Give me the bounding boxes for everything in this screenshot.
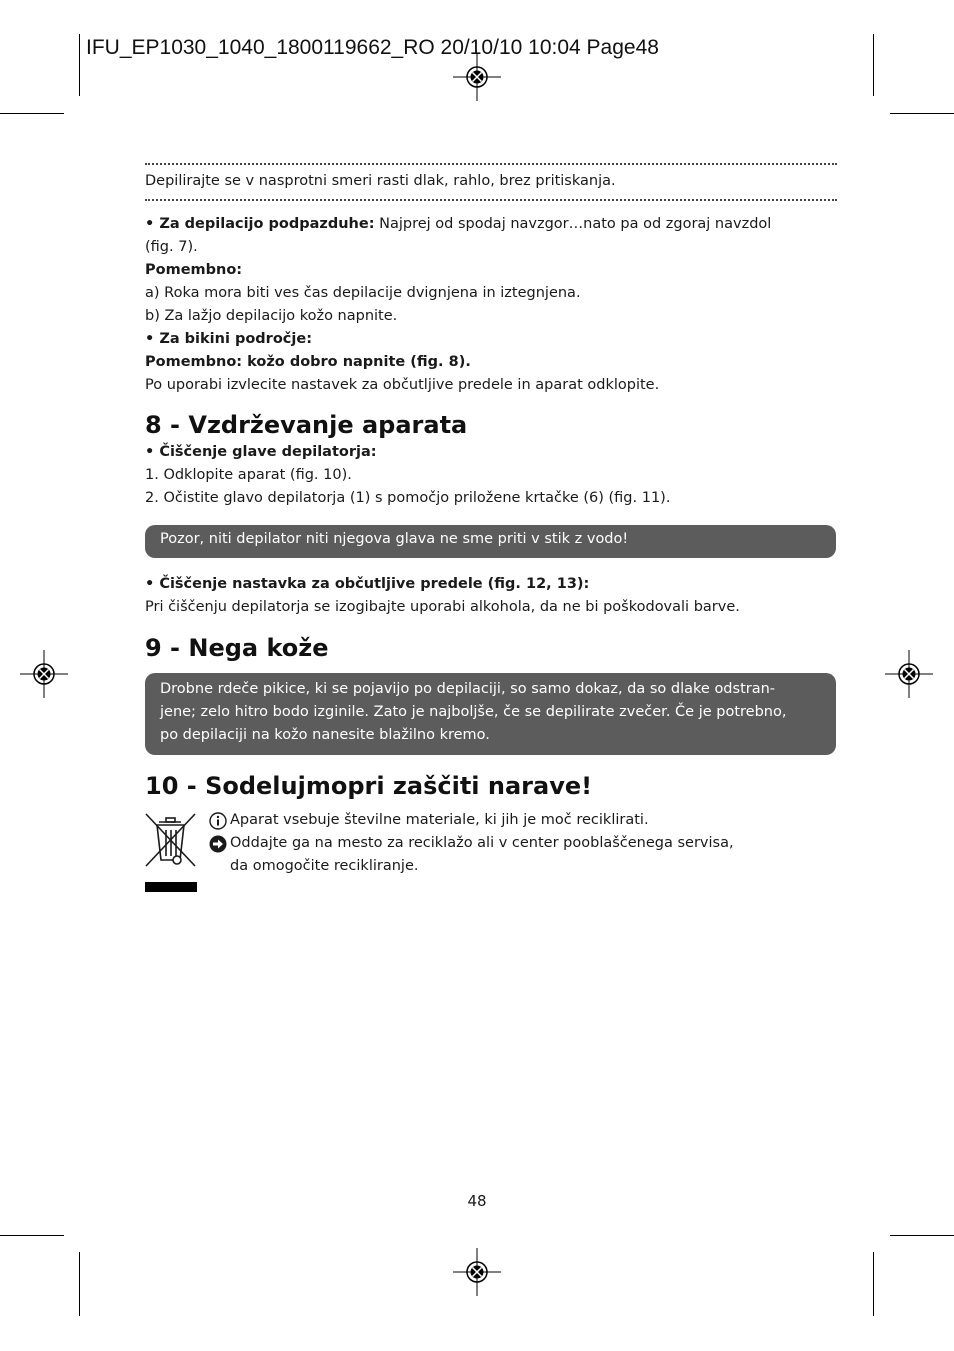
- section-10-title: 10 - Sodelujmopri zaščiti narave!: [145, 772, 593, 800]
- warning-text: Pozor, niti depilator niti njegova glava ne sme priti v stik z vodo!: [160, 531, 629, 547]
- recycle-instruction: [230, 832, 734, 878]
- bikini-after: Po uporabi izvlecite nastavek za občutljive predele in aparat odklopite.: [145, 377, 660, 393]
- skin-care-line-3: po depilaciji na kožo nanesite blažilno kremo.: [160, 727, 490, 743]
- armpit-point-b: b) Za lažjo depilacijo kožo napnite.: [145, 308, 398, 324]
- crop-mark: [0, 113, 64, 114]
- armpit-text-cont: (fig. 7).: [145, 239, 198, 255]
- crop-mark: [79, 1252, 80, 1316]
- important-label: Pomembno:: [145, 262, 243, 278]
- dotted-divider: [145, 163, 837, 165]
- crop-mark: [873, 34, 874, 96]
- weee-crossed-bin-icon: [144, 812, 198, 894]
- page-number: 48: [467, 1192, 487, 1210]
- intro-note: Depilirajte se v nasprotni smeri rasti dlak, rahlo, brez pritiskanja.: [145, 173, 616, 189]
- registration-mark-icon: [453, 1248, 501, 1296]
- registration-mark-icon: [885, 650, 933, 698]
- section-8-step1: 1. Odklopite aparat (fig. 10).: [145, 467, 352, 483]
- skin-care-line-1: Drobne rdeče pikice, ki se pojavijo po depilaciji, so samo dokaz, da so dlake odstran-: [160, 681, 776, 697]
- recycle-instruction-line-2: da omogočite recikliranje.: [230, 858, 419, 874]
- registration-mark-icon: [453, 53, 501, 101]
- crop-mark: [79, 34, 80, 96]
- armpit-label: • Za depilacijo podpazduhe:: [145, 216, 375, 232]
- dotted-divider: [145, 199, 837, 201]
- bikini-label: • Za bikini področje:: [145, 331, 312, 347]
- registration-mark-icon: [20, 650, 68, 698]
- section-8: [145, 410, 837, 510]
- section-8-part2: [145, 573, 837, 619]
- print-header: IFU_EP1030_1040_1800119662_RO 20/10/10 10:04 Page48: [86, 36, 659, 59]
- info-icon: [209, 812, 227, 830]
- crop-mark: [890, 113, 954, 114]
- section-8-sub2: • Čiščenje nastavka za občutljive predele (fig. 12, 13):: [145, 576, 590, 592]
- armpit-line: [145, 213, 837, 236]
- section-8-sub1: • Čiščenje glave depilatorja:: [145, 444, 377, 460]
- recycle-instruction-line-1: Oddajte ga na mesto za reciklažo ali v center pooblaščenega servisa,: [230, 835, 734, 851]
- recycle-info-text: Aparat vsebuje številne materiale, ki jih je moč reciklirati.: [230, 812, 649, 828]
- skin-care-line-2: jene; zelo hitro bodo izginile. Zato je najboljše, če se depilirate zvečer. Če je potrebno,: [160, 704, 787, 720]
- section-9-title: 9 - Nega kože: [145, 634, 329, 662]
- section-8-title: 8 - Vzdrževanje aparata: [145, 411, 468, 439]
- skin-care-box: [145, 673, 836, 755]
- crop-mark: [890, 1235, 954, 1236]
- armpit-text: Najprej od spodaj navzgor…nato pa od zgoraj navzdol: [374, 216, 772, 232]
- warning-box: [145, 525, 836, 558]
- armpit-point-a: a) Roka mora biti ves čas depilacije dvignjena in iztegnjena.: [145, 285, 581, 301]
- section-10: [145, 771, 837, 801]
- section-9: [145, 633, 837, 663]
- crop-mark: [873, 1252, 874, 1316]
- crop-mark: [0, 1235, 64, 1236]
- section-8-step2: 2. Očistite glavo depilatorja (1) s pomočjo priložene krtačke (6) (fig. 11).: [145, 490, 671, 506]
- bikini-important: Pomembno: kožo dobro napnite (fig. 8).: [145, 354, 471, 370]
- section-8-sub2-text: Pri čiščenju depilatorja se izogibajte uporabi alkohola, da ne bi poškodovali barve.: [145, 599, 740, 615]
- instructions-block: [145, 213, 837, 397]
- arrow-right-icon: [209, 835, 227, 853]
